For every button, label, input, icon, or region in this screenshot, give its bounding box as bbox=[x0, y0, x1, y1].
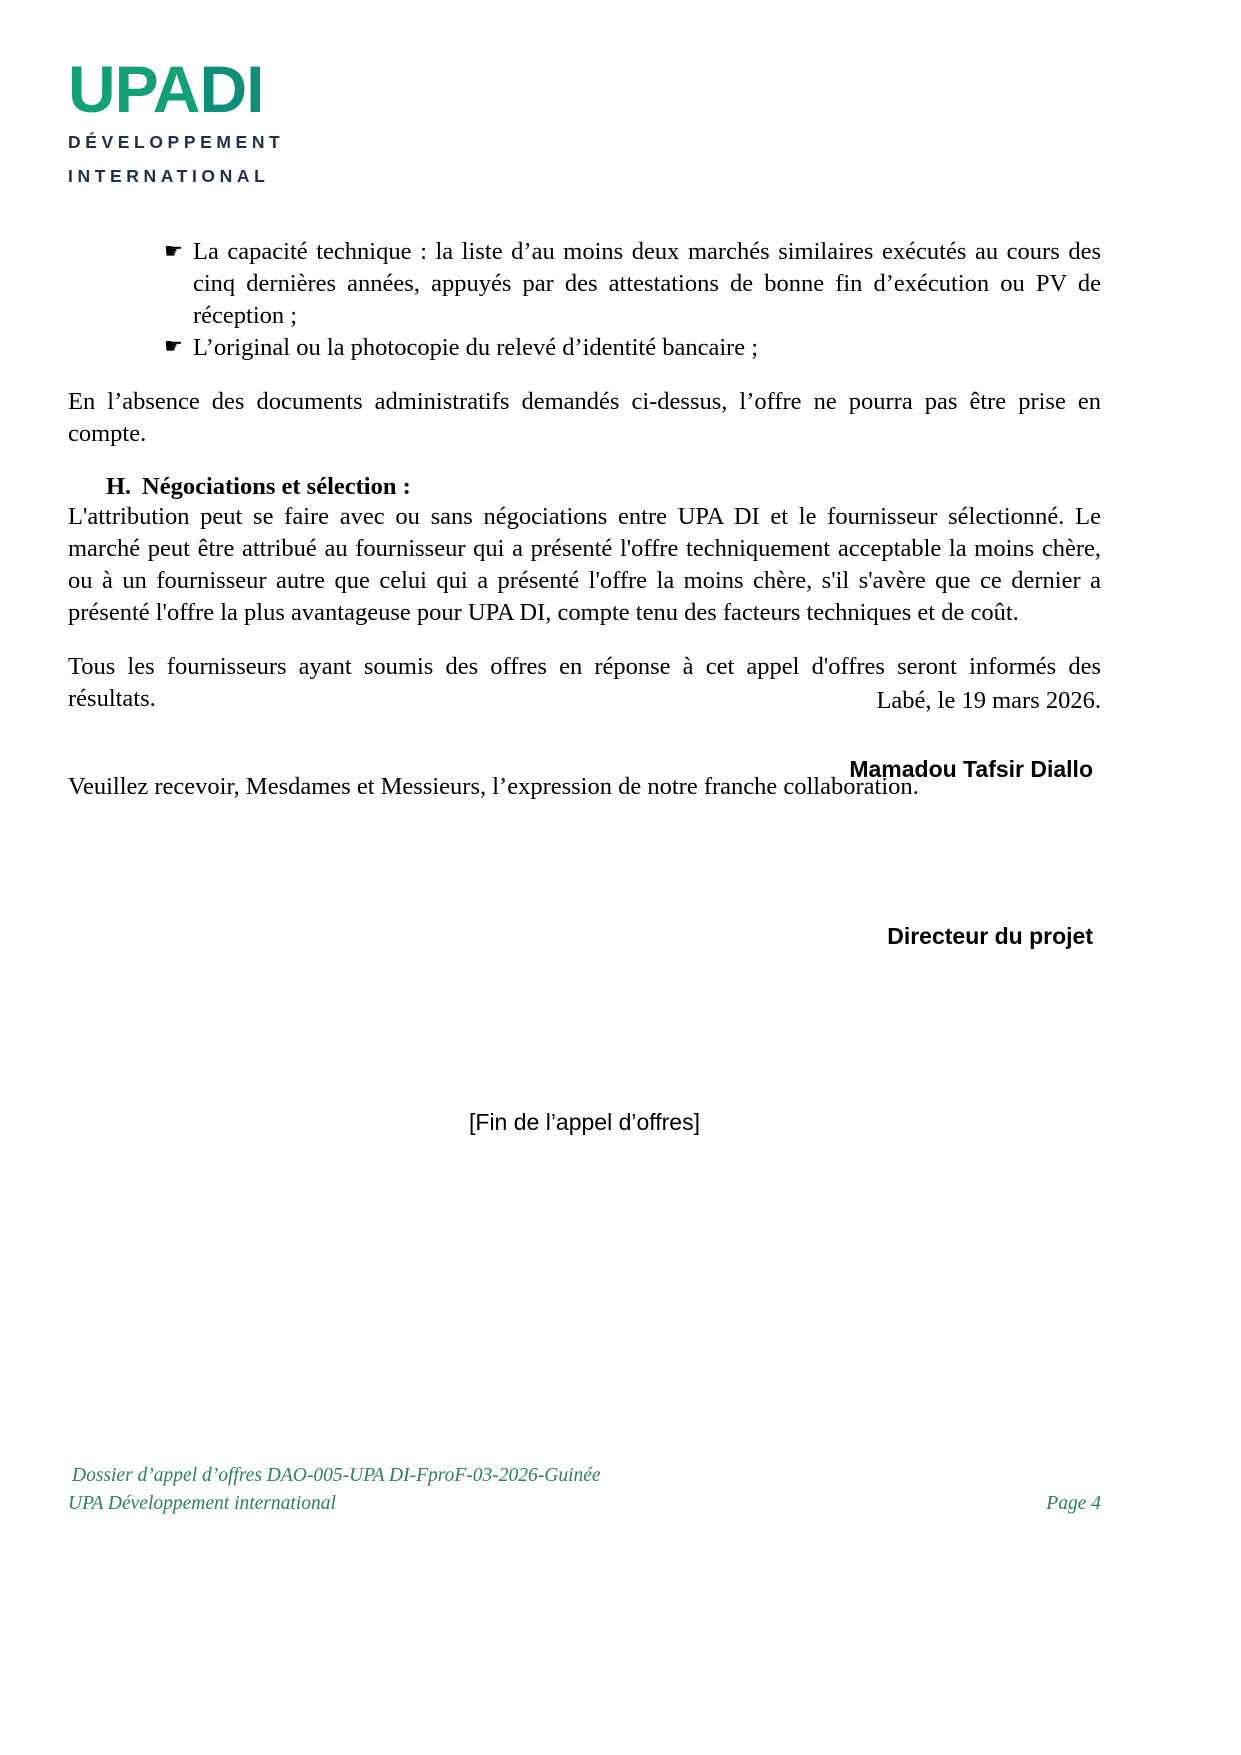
list-item bbox=[68, 332, 1101, 364]
footer-page-number: Page 4 bbox=[1046, 1493, 1101, 1515]
logo-wordmark bbox=[68, 52, 368, 126]
list-item-text: La capacité technique : la liste d’au moins deux marchés similaires exécutés au cours des cinq dernières années, appuyés par des attestations de bonne fin d’exécution ou PV de réception ; bbox=[193, 238, 1101, 329]
footer-reference-line: Dossier d’appel d’offres DAO-005-UPA DI-FproF-03-2026-Guinée bbox=[72, 1465, 601, 1486]
list-item bbox=[68, 236, 1101, 332]
upadi-logo bbox=[68, 52, 368, 189]
signature-name: Mamadou Tafsir Diallo bbox=[849, 756, 1093, 782]
section-heading-negotiations bbox=[68, 473, 1101, 501]
informed-paragraph: Tous les fournisseurs ayant soumis des offres en réponse à cet appel d'offres seront informés des résultats. bbox=[68, 653, 1101, 713]
closing-paragraph: Veuillez recevoir, Mesdames et Messieurs, l’expression de notre franche collaboration. bbox=[68, 773, 919, 801]
requirements-bullet-list bbox=[68, 236, 1101, 363]
end-of-tender-note: [Fin de l’appel d’offres] bbox=[469, 1109, 700, 1135]
document-body bbox=[68, 236, 1101, 803]
absence-notice-paragraph: En l’absence des documents administratifs demandés ci-dessus, l’offre ne pourra pas être prise en compte. bbox=[68, 388, 1101, 448]
section-title: Négociations et sélection : bbox=[142, 473, 411, 501]
logo-subtitle-line-2: INTERNATIONAL bbox=[68, 166, 270, 187]
footer-org-line: UPA Développement international bbox=[68, 1493, 336, 1515]
logo-word-di: DI bbox=[199, 52, 264, 126]
signature-place-date: Labé, le 19 mars 2026. bbox=[876, 687, 1101, 714]
section-letter: H. bbox=[106, 473, 132, 501]
hand-pointer-bullet-icon: ☛ bbox=[164, 334, 183, 359]
page-footer bbox=[68, 1462, 1101, 1519]
logo-word-upa: UPA bbox=[68, 52, 200, 126]
logo-subtitle-line-1: DÉVELOPPEMENT bbox=[68, 131, 285, 152]
attribution-paragraph: L'attribution peut se faire avec ou sans négociations entre UPA DI et le fournisseur sélectionné. Le marché peut être attribué au fournisseur qui a présenté l'offre techniquement acceptable la moins chère, ou à un fournisseur autre que celui qui a présenté l'offre la moins chère, s'il s'avère que ce dernier a présenté l'offre la plus avantageuse pour UPA DI, compte tenu des facteurs techniques et de coût. bbox=[68, 503, 1101, 626]
signature-role: Directeur du projet bbox=[887, 923, 1093, 949]
hand-pointer-bullet-icon: ☛ bbox=[164, 238, 183, 263]
list-item-text: L’original ou la photocopie du relevé d’identité bancaire ; bbox=[193, 333, 759, 361]
